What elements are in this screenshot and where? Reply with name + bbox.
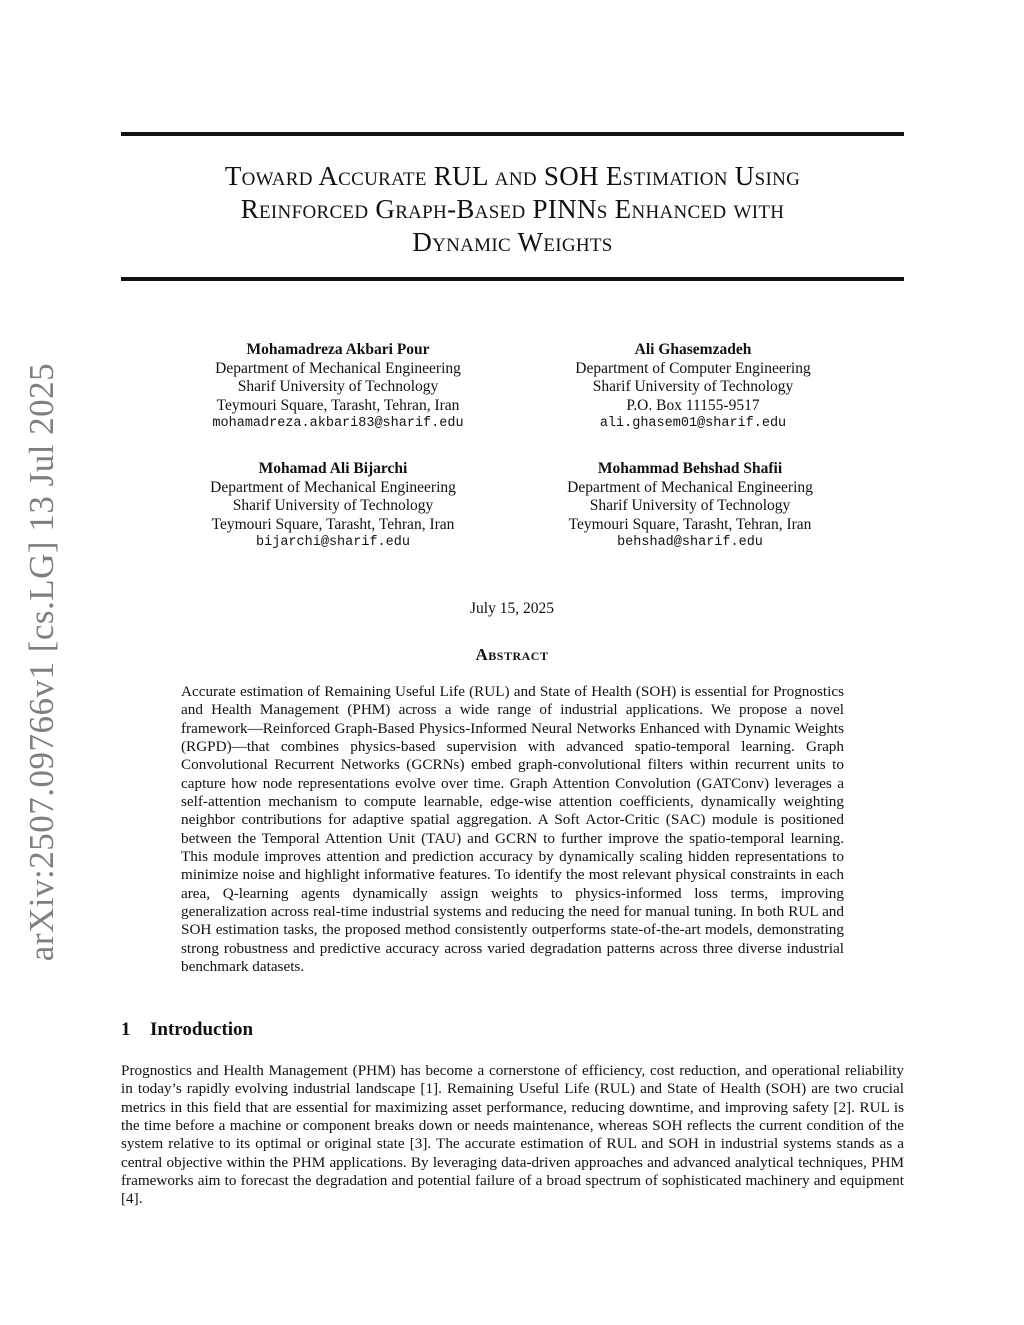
author-address: P.O. Box 11155-9517 (626, 396, 760, 414)
author-name: Ali Ghasemzadeh (634, 341, 752, 358)
author-block (510, 460, 870, 553)
abstract-text: Accurate estimation of Remaining Useful Life (RUL) and State of Health (SOH) is essential for Prognostics and Health Management (PHM) across a wide range of industrial applications. We propose a novel framework—Reinforced Graph-Based Physics-Informed Neural Networks Enhanced with Dynamic Weights (RGPD)—that combines physics-based supervision with advanced spatio-temporal learning. Graph Convolutional Recurrent Networks (GCRNs) embed graph-convolutional filters within recurrent units to capture how node representations evolve over time. Graph Attention Convolution (GATConv) leverages a self-attention mechanism to compute learnable, edge-wise attention coefficients, dynamically weighting neighbor contributions for adaptive spatial aggregation. A Soft Actor-Critic (SAC) module is positioned between the Temporal Attention Unit (TAU) and GCRN to further improve the spatio-temporal learning. This module improves attention and prediction accuracy by dynamically scaling hidden representations to minimize noise and highlight informative features. To identify the most relevant physical constraints in each area, Q-learning agents dynamically assign weights to physics-informed loss terms, improving generalization across real-time industrial systems and reducing the need for manual tuning. In both RUL and SOH estimation tasks, the proposed method consistently outperforms state-of-the-art models, demonstrating strong robustness and predictive accuracy across varied degradation patterns across three diverse industrial benchmark datasets. (181, 683, 844, 976)
title-bottom-rule (121, 277, 904, 281)
author-department: Department of Mechanical Engineering (215, 359, 461, 377)
section-number: 1 (121, 1019, 131, 1040)
author-institution: Sharif University of Technology (592, 378, 794, 395)
paper-title (121, 160, 904, 259)
author-email: ali.ghasem01@sharif.edu (599, 416, 787, 431)
introduction-paragraph: Prognostics and Health Management (PHM) has become a cornerstone of efficiency, cost reduction, and operational reliability in today’s rapidly evolving industrial landscape [1]. Remaining Useful Life (RUL) and State of Health (SOH) are two crucial metrics in this field that are essential for maximizing asset performance, reducing downtime, and improving safety [2]. RUL is the time before a machine or component breaks down or needs maintenance, whereas SOH reflects the current condition of the system relative to its optimal or original state [3]. The accurate estimation of RUL and SOH in industrial systems stands as a central objective within the PHM applications. By leveraging data-driven approaches and advanced analytical techniques, PHM frameworks aim to forecast the degradation and potential failure of a broad spectrum of sophisticated machinery and equipment [4]. (121, 1062, 904, 1208)
publication-date: July 15, 2025 (470, 600, 554, 617)
abstract-heading: Abstract (475, 645, 549, 664)
author-address: Teymouri Square, Tarasht, Tehran, Iran (211, 515, 455, 533)
title-line-2: Reinforced Graph-Based PINNs Enhanced with (240, 194, 785, 224)
title-line-1: Toward Accurate RUL and SOH Estimation Using (224, 161, 801, 191)
section-heading (121, 1019, 253, 1041)
author-department: Department of Computer Engineering (575, 359, 811, 377)
author-block (153, 460, 513, 553)
author-institution: Sharif University of Technology (589, 497, 791, 514)
author-email: bijarchi@sharif.edu (256, 535, 410, 550)
author-department: Department of Mechanical Engineering (210, 478, 456, 496)
author-email: behshad@sharif.edu (617, 535, 763, 550)
author-address: Teymouri Square, Tarasht, Tehran, Iran (568, 515, 812, 533)
arxiv-identifier-stamp: arXiv:2507.09766v1 [cs.LG] 13 Jul 2025 (22, 362, 61, 962)
author-name: Mohamadreza Akbari Pour (246, 341, 430, 358)
author-block (158, 341, 518, 434)
author-email: mohamadreza.akbari83@sharif.edu (212, 416, 464, 431)
title-top-rule (121, 132, 904, 136)
author-name: Mohammad Behshad Shafii (597, 460, 783, 477)
author-name: Mohamad Ali Bijarchi (258, 460, 408, 477)
author-institution: Sharif University of Technology (237, 378, 439, 395)
author-block (513, 341, 873, 434)
title-line-3: Dynamic Weights (412, 227, 613, 257)
section-title: Introduction (150, 1019, 254, 1040)
author-address: Teymouri Square, Tarasht, Tehran, Iran (216, 396, 460, 414)
author-institution: Sharif University of Technology (232, 497, 434, 514)
author-department: Department of Mechanical Engineering (567, 478, 813, 496)
